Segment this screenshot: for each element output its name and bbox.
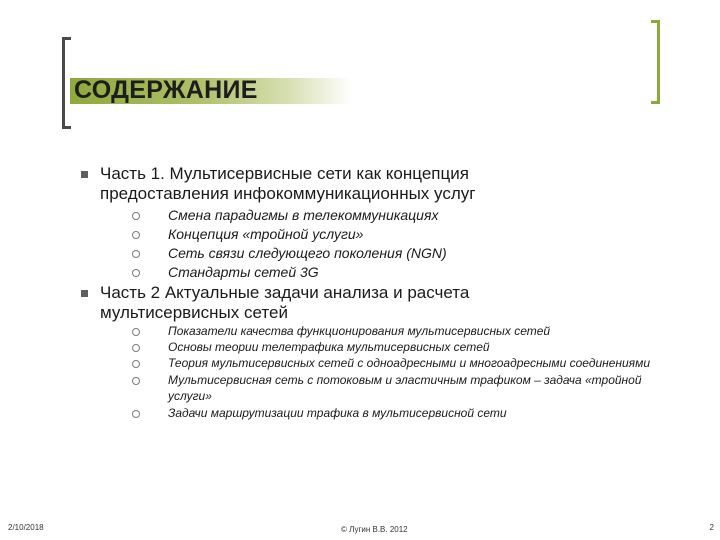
circle-bullet-icon <box>132 377 140 385</box>
circle-bullet-icon <box>132 344 140 352</box>
circle-bullet-icon <box>132 231 140 239</box>
list-item: Показатели качества функционирования мультисервисных сетей <box>168 323 678 339</box>
section-part-1-label: Часть 1. Мультисервисные сети как концепция предоставления инфокоммуникационных услуг <box>100 164 476 203</box>
section-part-1-list <box>168 206 568 282</box>
square-bullet-icon <box>81 290 88 297</box>
square-bullet-icon <box>81 171 88 178</box>
list-item: Смена парадигмы в телекоммуникациях <box>168 206 568 225</box>
section-part-2-list <box>168 323 678 421</box>
list-item: Задачи маршрутизации трафика в мультисервисной сети <box>168 405 678 421</box>
list-item: Стандарты сетей 3G <box>168 263 568 282</box>
circle-bullet-icon <box>132 328 140 336</box>
list-item: Мультисервисная сеть с потоковым и эластичным трафиком – задача «тройной услуги» <box>168 372 678 404</box>
circle-bullet-icon <box>132 360 140 368</box>
list-item: Сеть связи следующего поколения (NGN) <box>168 244 568 263</box>
circle-bullet-icon <box>132 250 140 258</box>
circle-bullet-icon <box>132 410 140 418</box>
slide-title: СОДЕРЖАНИЕ <box>74 76 258 104</box>
circle-bullet-icon <box>132 269 140 277</box>
section-part-2-label: Часть 2 Актуальные задачи анализа и расчета мультисервисных сетей <box>100 283 470 322</box>
section-part-1 <box>100 164 580 204</box>
circle-bullet-icon <box>132 212 140 220</box>
footer-date: 2/10/2018 <box>8 523 44 532</box>
footer-page-number: 2 <box>709 523 714 532</box>
footer-author: © Лугин В.В. 2012 <box>341 525 408 534</box>
section-part-2 <box>100 283 580 323</box>
list-item: Концепция «тройной услуги» <box>168 225 568 244</box>
list-item: Теория мультисервисных сетей с одноадресными и многоадресными соединениями <box>168 355 678 371</box>
right-bracket-decoration <box>651 20 660 104</box>
list-item: Основы теории телетрафика мультисервисных сетей <box>168 339 678 355</box>
